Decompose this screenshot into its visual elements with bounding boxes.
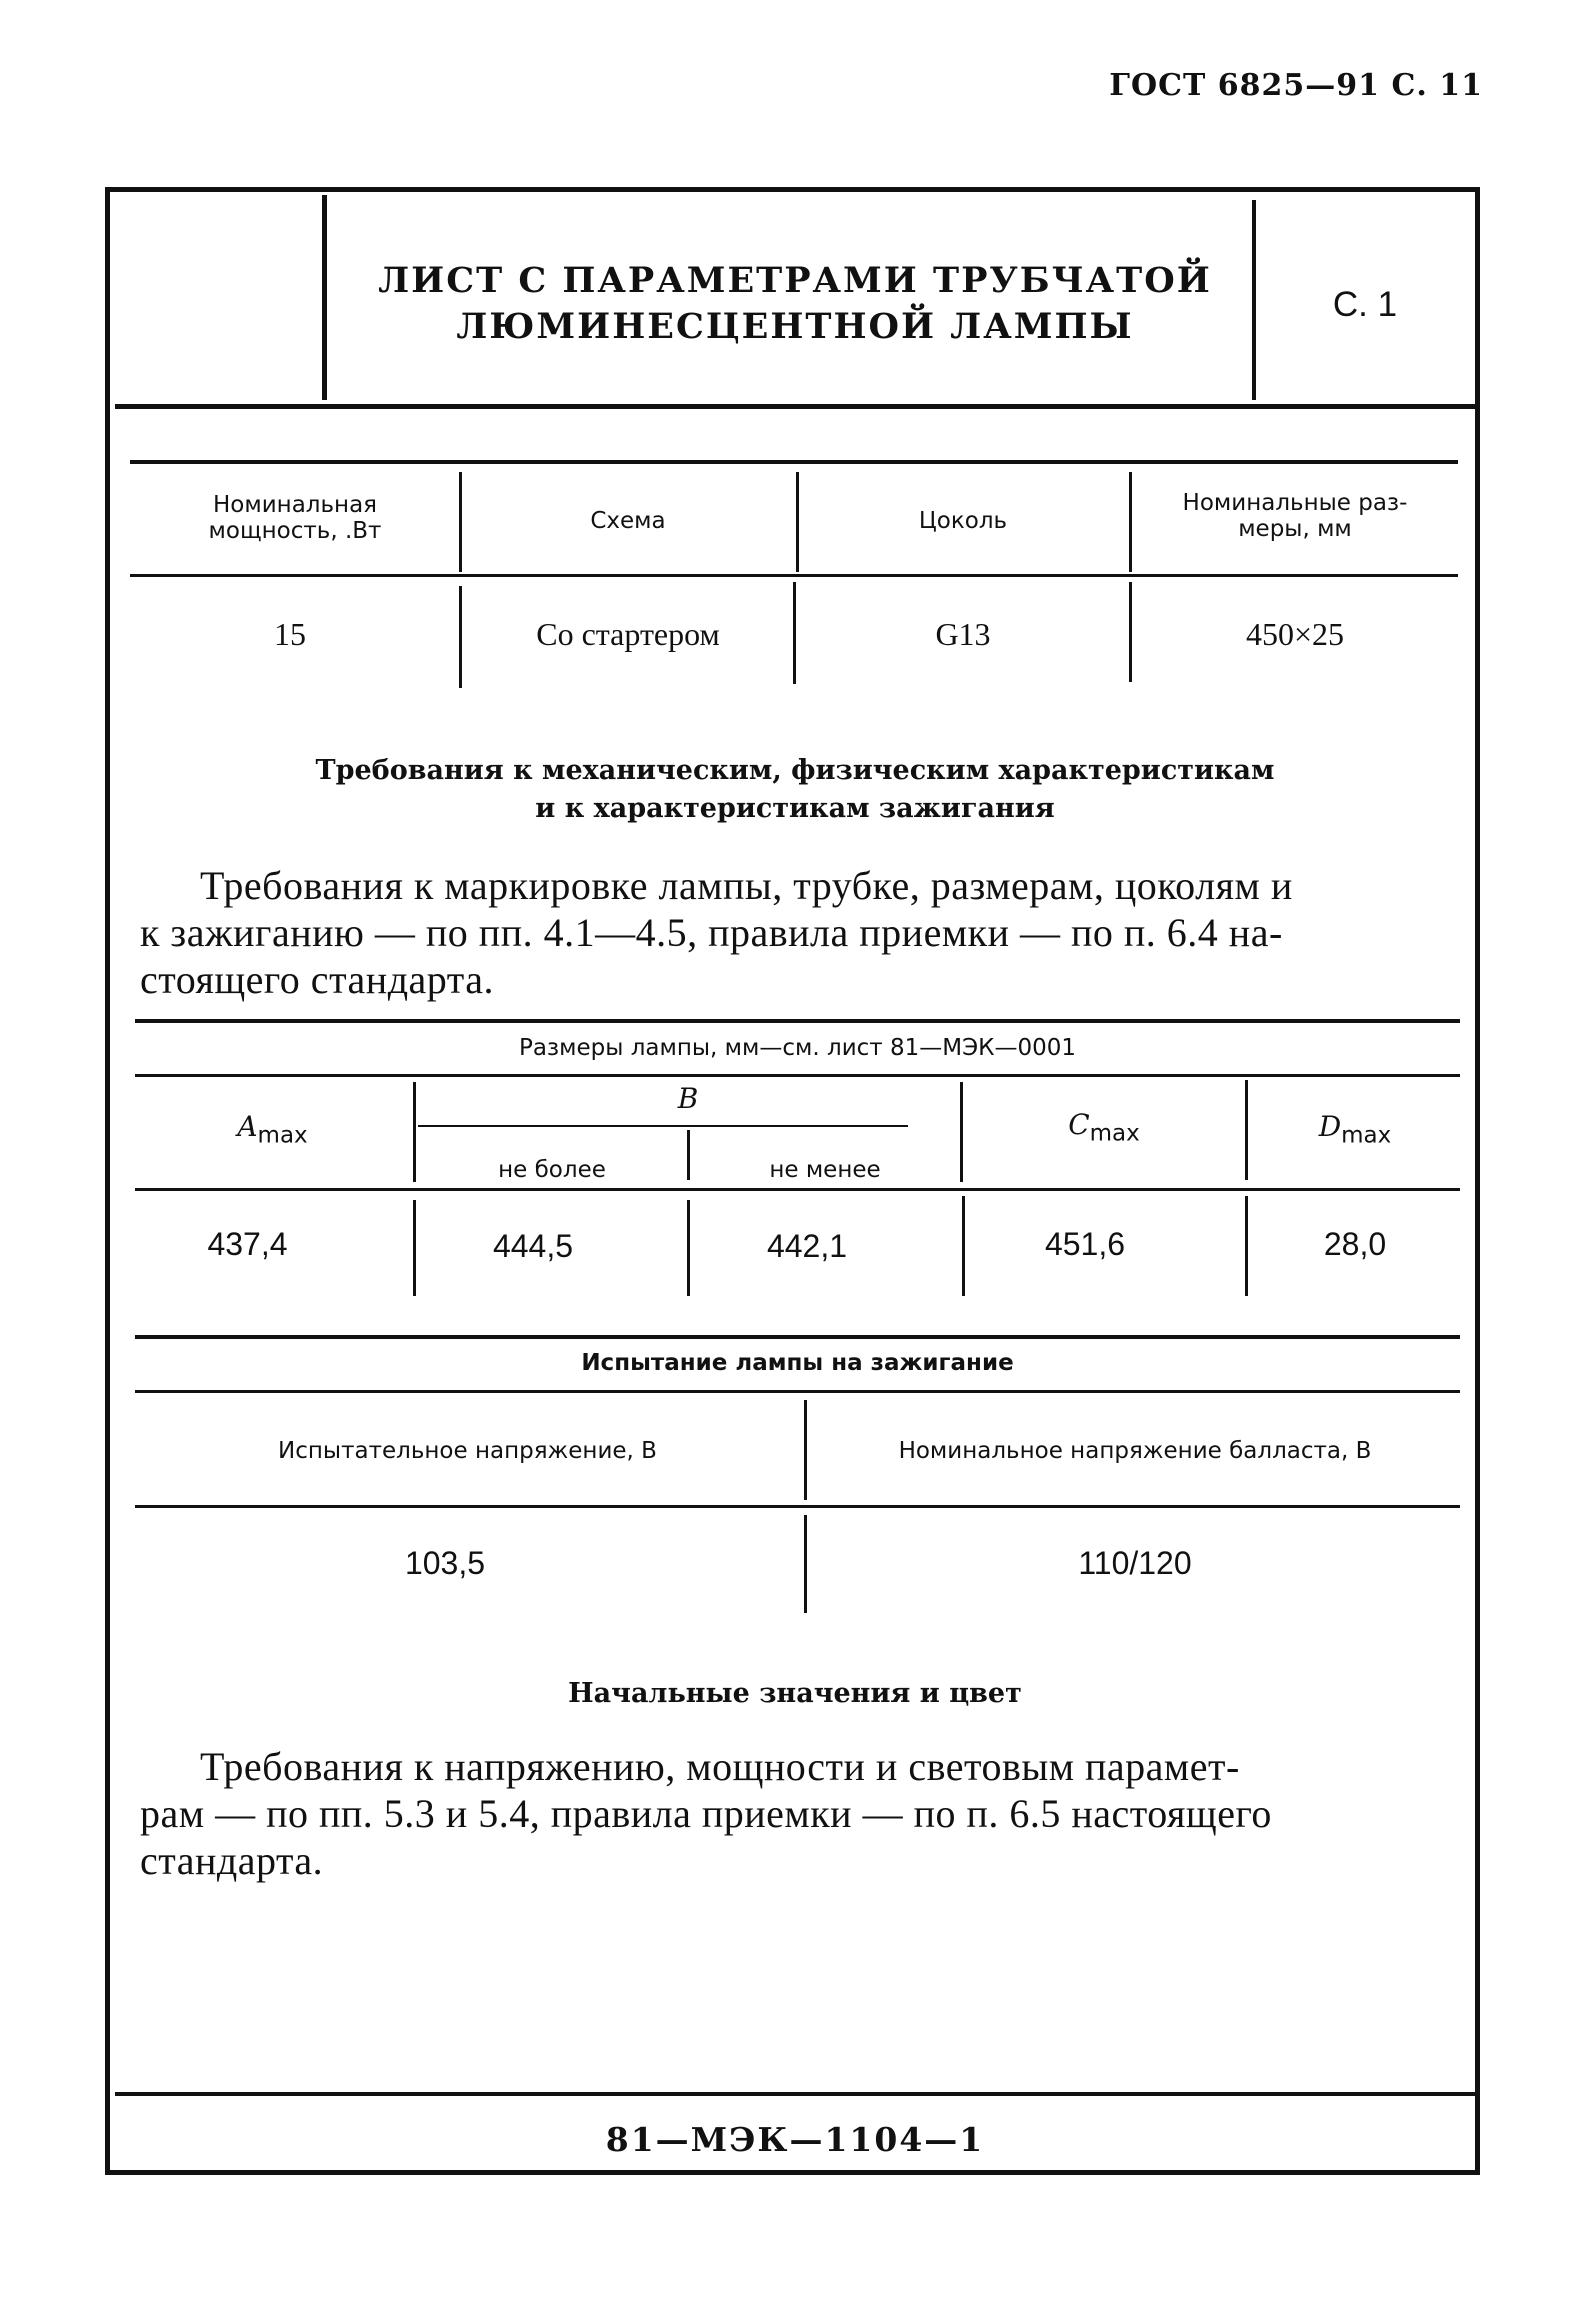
dims-table-divider-c [960, 1082, 963, 1182]
dims-a-max-header [135, 1110, 410, 1149]
dims-value-c-max: 451,6 [1044, 1226, 1126, 1262]
header-dimensions [1135, 490, 1455, 542]
dims-table-value-divider-4 [1245, 1196, 1248, 1296]
ignition-test-voltage-value: 103,5 [404, 1545, 486, 1581]
dims-d-sub: max [1341, 1122, 1392, 1149]
footer-top-rule [115, 2092, 1475, 2096]
header-base: Цоколь [918, 508, 1008, 534]
params-table-divider-4 [459, 586, 462, 688]
initial-values-heading: Начальные значения и цвет [568, 1678, 1022, 1709]
title-block-left-divider [322, 195, 327, 400]
header-power-line1: Номинальная [212, 492, 378, 518]
params-table-divider-6 [1129, 582, 1132, 682]
initial-values-paragraph [140, 1743, 1460, 1884]
dims-value-a-max: 437,4 [207, 1226, 288, 1262]
header-dimensions-line2: меры, мм [1238, 516, 1352, 542]
mechanical-requirements-heading [130, 752, 1460, 828]
sheet-title-line1: ЛИСТ С ПАРАМЕТРАМИ ТРУБЧАТОЙ [378, 260, 1212, 301]
mechanical-heading-line2: и к характеристикам зажигания [535, 793, 1055, 824]
mechanical-paragraph-line1: Требования к маркировке лампы, трубке, размерам, цоколям и [200, 863, 1293, 908]
mechanical-paragraph-line2: к зажиганию — по пп. 4.1—4.5, правила приемки — по п. 6.4 на- [140, 910, 1283, 955]
header-dimensions-line1: Номинальные раз- [1182, 490, 1408, 516]
dims-table-divider-a [413, 1082, 416, 1182]
ignition-test-voltage-label: Испытательное напряжение, В [278, 1438, 657, 1464]
params-table-divider-1 [459, 472, 462, 572]
params-table-divider-3 [1129, 472, 1132, 572]
params-table-divider-2 [796, 472, 799, 572]
dims-b-header: B [677, 1082, 699, 1115]
dims-table-value-divider-2 [687, 1200, 690, 1296]
ignition-table-caption: Испытание лампы на зажигание [581, 1350, 1014, 1376]
dims-table-caption: Размеры лампы, мм—см. лист 81—МЭК—0001 [518, 1035, 1077, 1061]
ignition-table-header-rule [135, 1505, 1460, 1508]
dims-c-max-header [965, 1108, 1243, 1147]
ignition-ballast-voltage-label: Номинальное напряжение балласта, В [898, 1438, 1372, 1464]
sheet-title [330, 258, 1260, 350]
ignition-ballast-voltage-value: 110/120 [1078, 1545, 1192, 1581]
cell-power: 15 [274, 616, 306, 652]
cell-base: G13 [935, 616, 991, 652]
ignition-table-divider-1 [804, 1400, 807, 1500]
dims-table-value-divider-1 [413, 1200, 416, 1296]
ignition-table-divider-2 [804, 1515, 807, 1613]
title-block-bottom-rule [115, 404, 1475, 409]
dims-table-caption-rule [135, 1074, 1460, 1077]
initial-paragraph-line1: Требования к напряжению, мощности и световым парамет- [200, 1744, 1240, 1789]
params-table-top-rule [130, 460, 1458, 464]
header-power [140, 492, 450, 544]
ignition-table-caption-rule [135, 1390, 1460, 1393]
cell-dimensions: 450×25 [1245, 616, 1345, 652]
mechanical-paragraph-line3: стоящего стандарта. [140, 957, 494, 1002]
footer-sheet-code: 81—МЭК—1104—1 [605, 2120, 985, 2159]
dims-b-min-label: не менее [769, 1157, 881, 1183]
dims-b-max-label: не более [498, 1157, 606, 1183]
dims-c-symbol: C [1068, 1108, 1090, 1141]
dims-a-symbol: A [237, 1110, 258, 1143]
initial-paragraph-line3: стандарта. [140, 1838, 324, 1883]
dims-d-max-header [1250, 1110, 1460, 1149]
ignition-table-top-rule [135, 1335, 1460, 1339]
page-header: ГОСТ 6825—91 С. 11 [1109, 68, 1483, 103]
dims-table-top-rule [135, 1019, 1460, 1023]
dims-value-b-min: 442,1 [766, 1228, 848, 1264]
dims-a-sub: max [257, 1122, 308, 1149]
dims-table-divider-b [687, 1130, 690, 1180]
params-table-divider-5 [793, 582, 796, 684]
initial-paragraph-line2: рам — по пп. 5.3 и 5.4, правила приемки — по п. 6.5 настоящего [140, 1791, 1272, 1836]
mechanical-heading-line1: Требования к механическим, физическим характеристикам [315, 755, 1275, 786]
header-power-line2: мощность, .Вт [208, 518, 382, 544]
cell-scheme: Со стартером [536, 616, 720, 652]
dims-value-d-max: 28,0 [1323, 1226, 1387, 1262]
dims-table-divider-d [1245, 1080, 1248, 1180]
sheet-number: С. 1 [1332, 285, 1398, 324]
dims-table-b-rule [418, 1125, 908, 1127]
params-table-header-rule [130, 574, 1458, 577]
dims-d-symbol: D [1318, 1110, 1342, 1143]
dims-table-header-rule [135, 1188, 1460, 1191]
dims-value-b-max: 444,5 [492, 1228, 574, 1264]
dims-c-sub: max [1089, 1120, 1140, 1147]
mechanical-requirements-paragraph [140, 862, 1460, 1003]
sheet-title-line2: ЛЮМИНЕСЦЕНТНОЙ ЛАМПЫ [456, 306, 1134, 347]
header-scheme: Схема [590, 508, 666, 534]
